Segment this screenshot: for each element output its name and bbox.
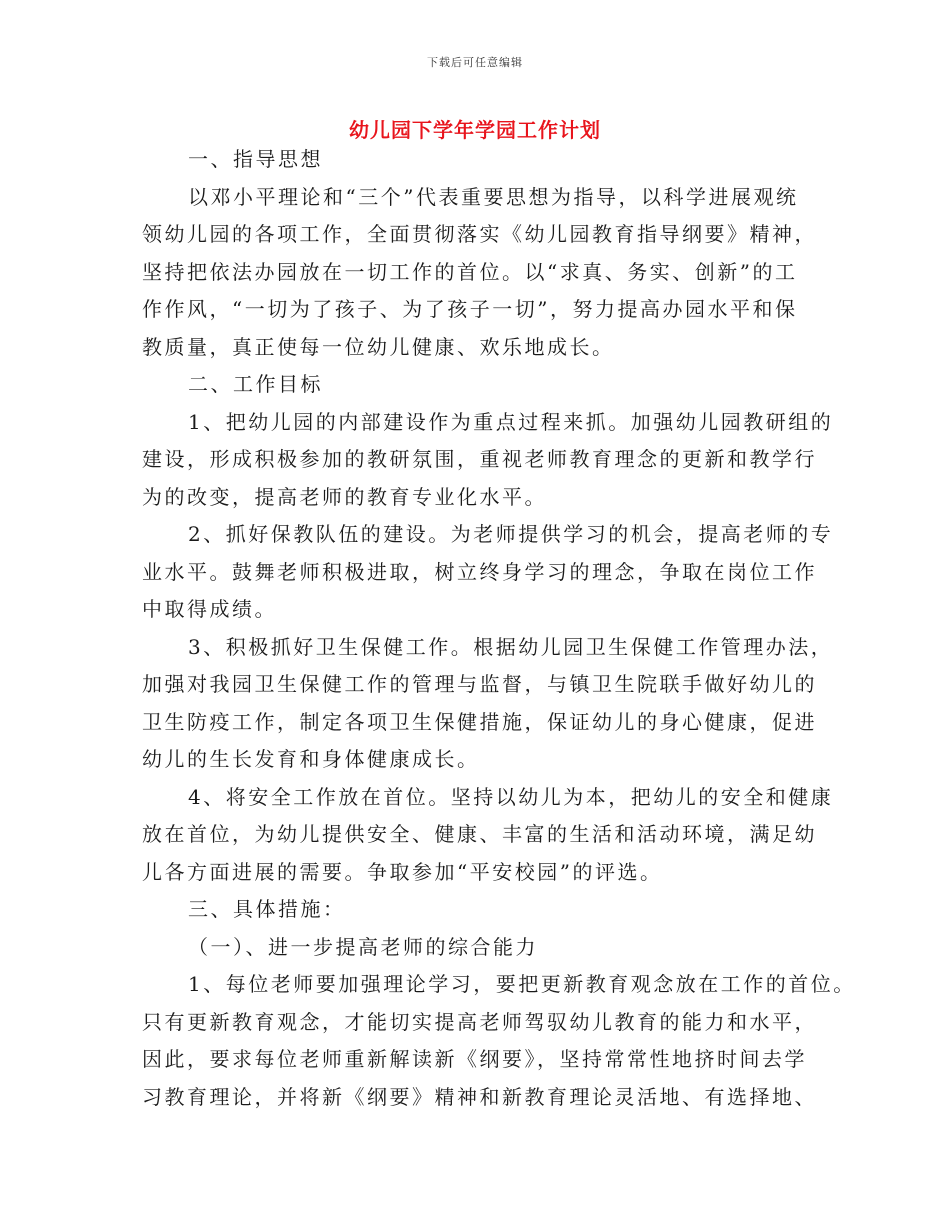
paragraph-line: 教质量，真正使每一位幼儿健康、欢乐地成长。 — [142, 334, 615, 359]
paragraph-line: 2、抓好保教队伍的建设。为老师提供学习的机会，提高老师的专 — [188, 522, 834, 546]
paragraph-line: 只有更新教育观念，才能切实提高老师驾驭幼儿教育的能力和水平， — [142, 1009, 817, 1034]
header-note: 下载后可任意编辑 — [427, 56, 523, 69]
document-body — [142, 141, 856, 1116]
paragraph-line: 幼儿的生长发育和身体健康成长。 — [142, 747, 480, 771]
paragraph-line: 以邓小平理论和“三个”代表重要思想为指导，以科学进展观统 — [188, 184, 799, 209]
paragraph-line: 作作风，“一切为了孩子、为了孩子一切”，努力提高办园水平和保 — [142, 297, 798, 321]
paragraph-line: 一、指导思想 — [188, 147, 323, 171]
paragraph-line: 1、每位老师要加强理论学习，要把更新教育观念放在工作的首位。 — [188, 972, 856, 996]
paragraph-line: 卫生防疫工作，制定各项卫生保健措施，保证幼儿的身心健康，促进 — [142, 709, 817, 734]
paragraph-line: 放在首位，为幼儿提供安全、健康、丰富的生活和活动环境，满足幼 — [142, 822, 817, 846]
paragraph-line: （一）、进一步提高老师的综合能力 — [188, 934, 538, 959]
paragraph-line: 加强对我园卫生保健工作的管理与监督，与镇卫生院联手做好幼儿的 — [142, 672, 817, 696]
paragraph-line: 三、具体措施： — [188, 897, 346, 921]
paragraph-line: 建设，形成积极参加的教研氛围，重视老师教育理念的更新和教学行 — [142, 447, 817, 471]
paragraph-line: 中取得成绩。 — [142, 597, 277, 621]
paragraph-line: 4、将安全工作放在首位。坚持以幼儿为本，把幼儿的安全和健康 — [188, 784, 834, 809]
paragraph-line: 习教育理论，并将新《纲要》精神和新教育理论灵活地、有选择地、 — [142, 1084, 817, 1109]
paragraph-line: 儿各方面进展的需要。争取参加“平安校园”的评选。 — [142, 859, 663, 884]
paragraph-line: 坚持把依法办园放在一切工作的首位。以“求真、务实、创新”的工 — [142, 259, 798, 284]
paragraph-line: 业水平。鼓舞老师积极进取，树立终身学习的理念，争取在岗位工作 — [142, 559, 817, 584]
paragraph-line: 因此，要求每位老师重新解读新《纲要》，坚持常常性地挤时间去学 — [142, 1047, 807, 1071]
paragraph-line: 3、积极抓好卫生保健工作。根据幼儿园卫生保健工作管理办法， — [188, 634, 834, 659]
paragraph-line: 1、把幼儿园的内部建设作为重点过程来抓。加强幼儿园教研组的 — [188, 409, 834, 434]
paragraph-line: 二、工作目标 — [188, 372, 323, 396]
paragraph-line: 为的改变，提高老师的教育专业化水平。 — [142, 484, 547, 509]
paragraph-line: 领幼儿园的各项工作，全面贯彻落实《幼儿园教育指导纲要》精神， — [142, 222, 817, 246]
document-title: 幼儿园下学年学园工作计划 — [349, 118, 601, 142]
